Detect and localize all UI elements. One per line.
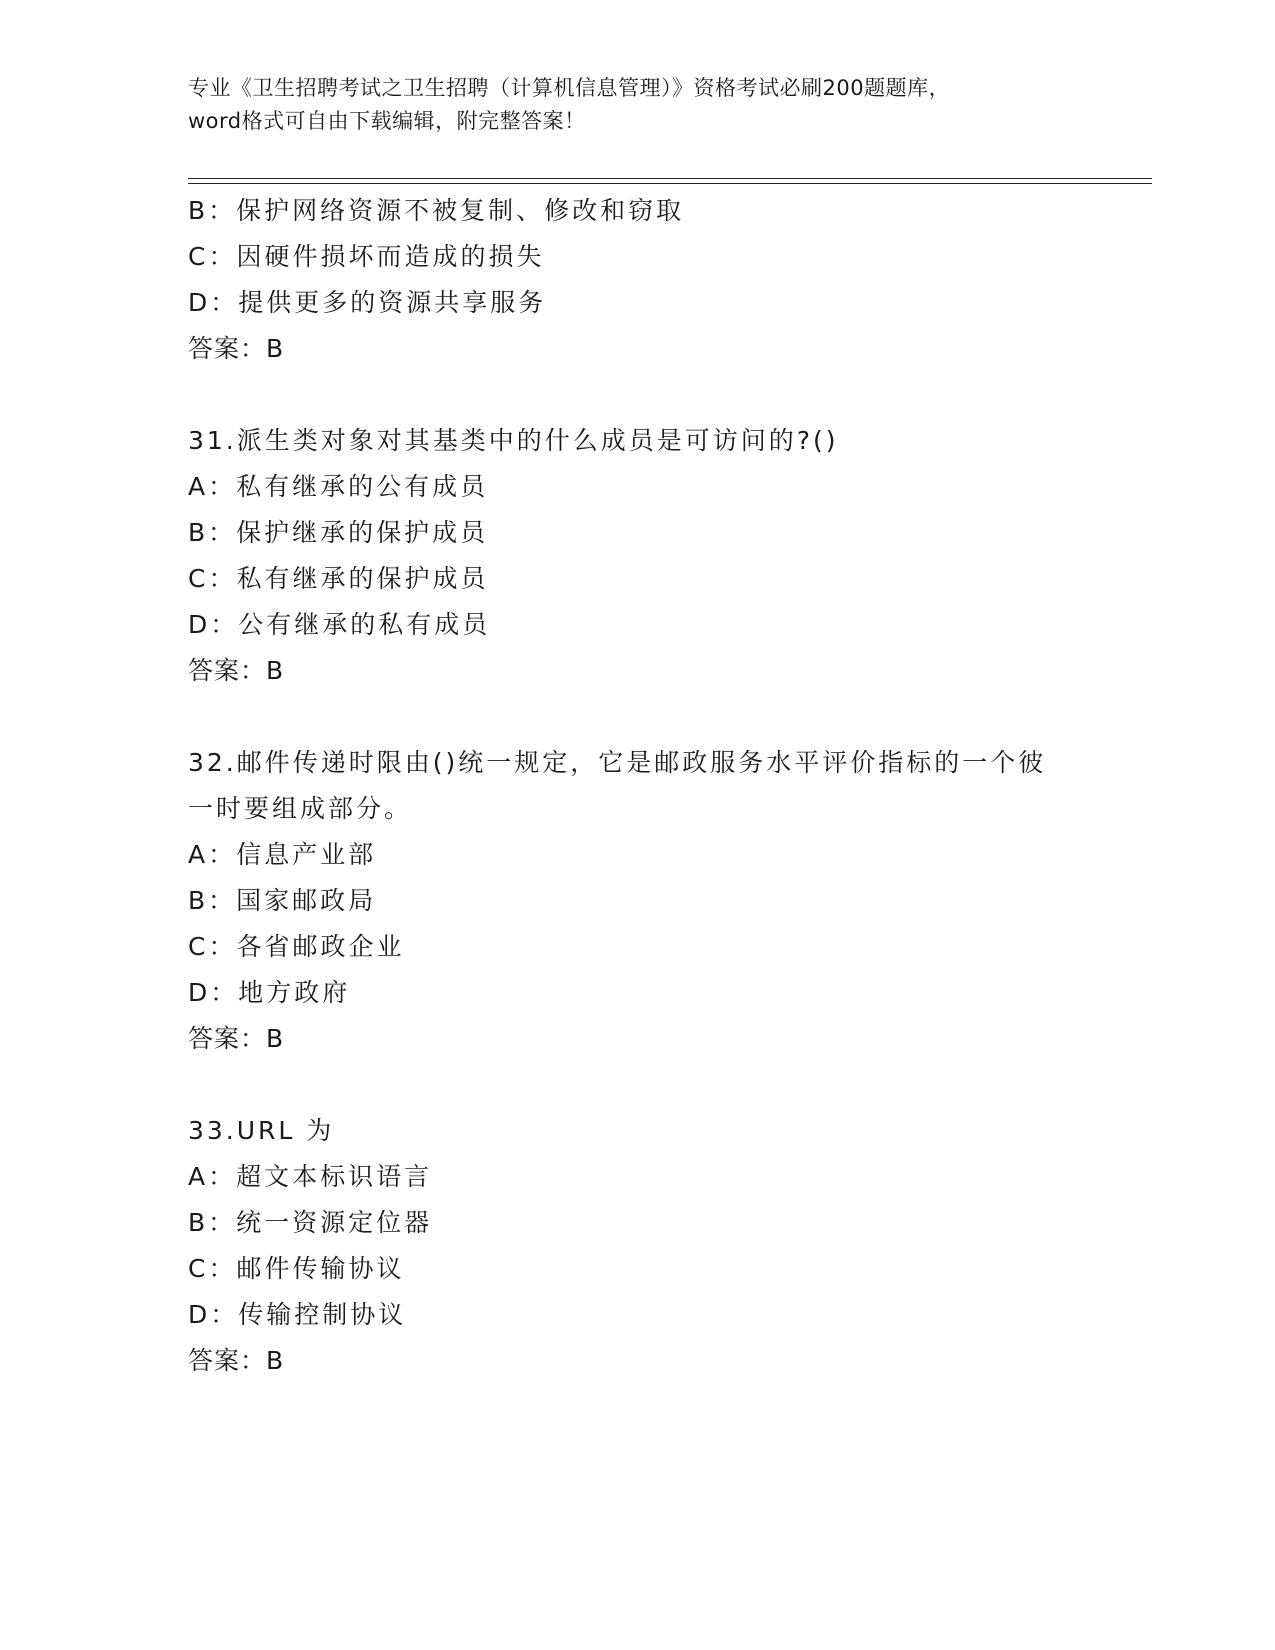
question-33-option-a: A：超文本标识语言 (188, 1162, 433, 1191)
question-32-answer: 答案：B (188, 1024, 285, 1053)
question-31-option-c: C：私有继承的保护成员 (188, 564, 489, 593)
answer-line: 答案：B (188, 334, 285, 363)
question-31-option-d: D：公有继承的私有成员 (188, 610, 491, 639)
question-32-stem-line1: 32.邮件传递时限由()统一规定，它是邮政服务水平评价指标的一个彼 (188, 748, 1047, 777)
option-b: B：保护网络资源不被复制、修改和窃取 (188, 196, 685, 225)
document-header (188, 72, 1088, 138)
header-divider-top (188, 178, 1152, 179)
spacer (188, 694, 1088, 740)
question-32-option-c: C：各省邮政企业 (188, 932, 405, 961)
question-content (188, 188, 1088, 1384)
question-33-option-d: D：传输控制协议 (188, 1300, 407, 1329)
question-32-option-a: A：信息产业部 (188, 840, 377, 869)
question-33-stem: 33.URL 为 (188, 1116, 335, 1145)
header-title-line2: word格式可自由下载编辑，附完整答案！ (188, 109, 586, 133)
option-c: C：因硬件损坏而造成的损失 (188, 242, 545, 271)
question-32-stem-line2: 一时要组成部分。 (188, 794, 413, 823)
question-31-stem: 31.派生类对象对其基类中的什么成员是可访问的?() (188, 426, 839, 455)
question-31-option-b: B：保护继承的保护成员 (188, 518, 489, 547)
question-31-option-a: A：私有继承的公有成员 (188, 472, 489, 501)
spacer (188, 1062, 1088, 1108)
question-31-answer: 答案：B (188, 656, 285, 685)
spacer (188, 372, 1088, 418)
option-d: D：提供更多的资源共享服务 (188, 288, 547, 317)
header-divider-bottom (188, 183, 1152, 184)
question-33-option-b: B：统一资源定位器 (188, 1208, 433, 1237)
question-33-answer: 答案：B (188, 1346, 285, 1375)
question-33-option-c: C：邮件传输协议 (188, 1254, 405, 1283)
header-title-line1: 专业《卫生招聘考试之卫生招聘（计算机信息管理）》资格考试必刷200题题库， (188, 76, 951, 100)
question-32-option-d: D：地方政府 (188, 978, 351, 1007)
question-32-option-b: B：国家邮政局 (188, 886, 377, 915)
